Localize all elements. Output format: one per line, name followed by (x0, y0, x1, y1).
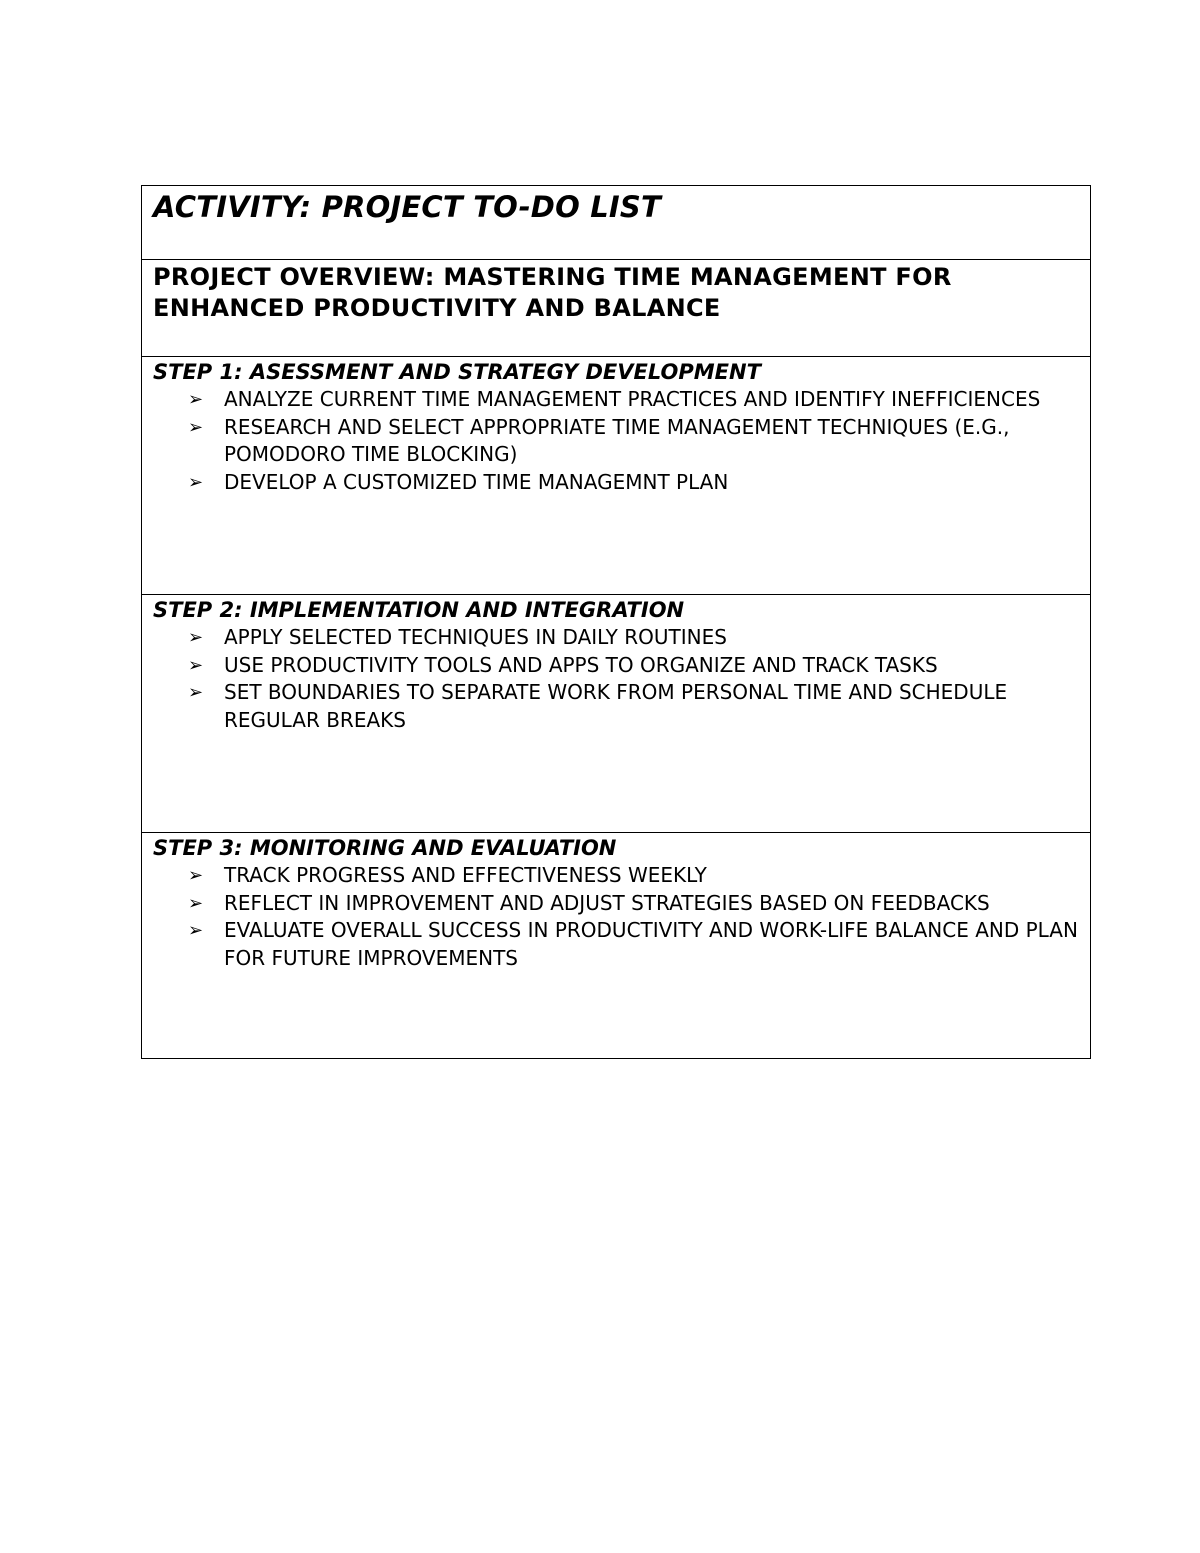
step-3-row (142, 832, 1090, 1058)
list-item (153, 917, 1080, 972)
list-item (153, 652, 1080, 680)
todo-table (141, 185, 1091, 1059)
step-1-heading: STEP 1: ASESSMENT AND STRATEGY DEVELOPMENT (153, 360, 761, 384)
arrowhead-bullet-icon: ➢ (188, 682, 204, 703)
title-row (142, 190, 1090, 259)
activity-title: ACTIVITY: PROJECT TO-DO LIST (153, 190, 661, 224)
task-text: REFLECT IN IMPROVEMENT AND ADJUST STRATEGIES BASED ON FEEDBACKS (224, 890, 990, 915)
project-overview-title: PROJECT OVERVIEW: MASTERING TIME MANAGEMENT FOR ENHANCED PRODUCTIVITY AND BALANCE (153, 263, 952, 322)
task-text: ANALYZE CURRENT TIME MANAGEMENT PRACTICES AND IDENTIFY INEFFICIENCES (224, 387, 1041, 411)
list-item (153, 414, 1080, 469)
step-2-heading: STEP 2: IMPLEMENTATION AND INTEGRATION (153, 598, 685, 622)
arrowhead-bullet-icon: ➢ (188, 416, 204, 438)
arrowhead-bullet-icon: ➢ (188, 627, 204, 648)
task-text: EVALUATE OVERALL SUCCESS IN PRODUCTIVITY AND WORK-LIFE BALANCE AND PLAN FOR FUTURE IMPROVEMENTS (224, 918, 1078, 970)
step-1-task-list (153, 386, 1080, 496)
list-item (153, 862, 1080, 890)
list-item (153, 624, 1080, 652)
step-1-row (142, 356, 1090, 594)
arrowhead-bullet-icon: ➢ (188, 654, 204, 676)
list-item (153, 469, 1080, 497)
task-text: USE PRODUCTIVITY TOOLS AND APPS TO ORGANIZE AND TRACK TASKS (224, 652, 938, 677)
arrowhead-bullet-icon: ➢ (188, 471, 204, 493)
task-text: SET BOUNDARIES TO SEPARATE WORK FROM PERSONAL TIME AND SCHEDULE REGULAR BREAKS (224, 680, 1008, 732)
task-text: TRACK PROGRESS AND EFFECTIVENESS WEEKLY (224, 863, 707, 887)
step-3-heading: STEP 3: MONITORING AND EVALUATION (153, 836, 617, 860)
task-text: APPLY SELECTED TECHNIQUES IN DAILY ROUTINES (224, 625, 727, 649)
arrowhead-bullet-icon: ➢ (188, 920, 204, 941)
list-item (153, 890, 1080, 918)
step-2-task-list (153, 624, 1080, 734)
task-text: RESEARCH AND SELECT APPROPRIATE TIME MANAGEMENT TECHNIQUES (E.G., POMODORO TIME BLOCKING) (224, 414, 1010, 466)
arrowhead-bullet-icon: ➢ (188, 892, 204, 914)
list-item (153, 679, 1080, 734)
task-text: DEVELOP A CUSTOMIZED TIME MANAGEMNT PLAN (224, 469, 729, 494)
arrowhead-bullet-icon: ➢ (188, 389, 204, 410)
overview-row (142, 259, 1090, 356)
step-3-task-list (153, 862, 1080, 972)
arrowhead-bullet-icon: ➢ (188, 865, 204, 886)
list-item (153, 386, 1080, 414)
step-2-row (142, 594, 1090, 832)
